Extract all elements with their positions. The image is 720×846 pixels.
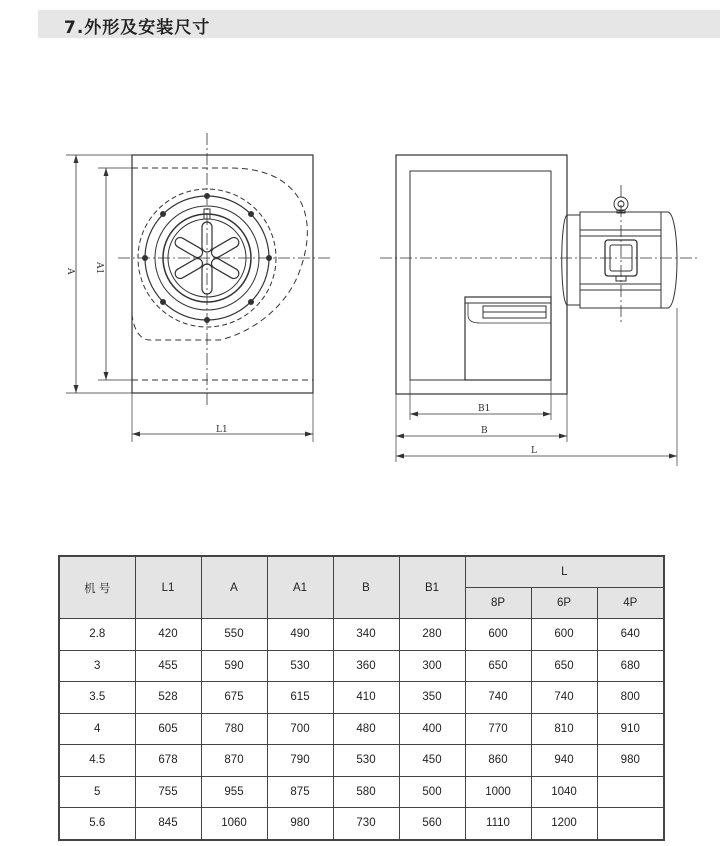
- table-cell: 1060: [201, 808, 267, 840]
- table-cell: 675: [201, 682, 267, 714]
- table-cell: 605: [135, 713, 201, 745]
- table-cell: 740: [531, 682, 597, 714]
- table-row: [59, 619, 664, 651]
- table-cell: 678: [135, 745, 201, 777]
- header-model: 机 号: [59, 556, 135, 619]
- header-8p: 8P: [465, 588, 531, 619]
- table-cell: 5: [59, 776, 135, 808]
- table-cell: 4: [59, 713, 135, 745]
- dim-label-a1: A1: [94, 262, 104, 275]
- table-cell: 590: [201, 650, 267, 682]
- table-cell: 455: [135, 650, 201, 682]
- table-cell: [597, 808, 664, 840]
- table-row: [59, 682, 664, 714]
- table-cell: 580: [333, 776, 399, 808]
- table-cell: 680: [597, 650, 664, 682]
- header-l1: L1: [135, 556, 201, 619]
- table-cell: 1200: [531, 808, 597, 840]
- table-row: [59, 776, 664, 808]
- table-cell: 740: [465, 682, 531, 714]
- side-view-outlet: [465, 297, 551, 380]
- table-cell: 4.5: [59, 745, 135, 777]
- table-cell: 980: [597, 745, 664, 777]
- section-title: 7.外形及安装尺寸: [64, 18, 211, 38]
- table-cell: 755: [135, 776, 201, 808]
- table-cell: 560: [399, 808, 465, 840]
- table-cell: 615: [267, 682, 333, 714]
- table-cell: 845: [135, 808, 201, 840]
- table-cell: 480: [333, 713, 399, 745]
- table-cell: 980: [267, 808, 333, 840]
- table-cell: 300: [399, 650, 465, 682]
- header-b: B: [333, 556, 399, 619]
- table-cell: 1000: [465, 776, 531, 808]
- table-row: [59, 745, 664, 777]
- dim-label-a: A: [65, 268, 75, 275]
- table-cell: 410: [333, 682, 399, 714]
- table-cell: 400: [399, 713, 465, 745]
- table-cell: 790: [267, 745, 333, 777]
- table-cell: 350: [399, 682, 465, 714]
- header-b1: B1: [399, 556, 465, 619]
- table-cell: 875: [267, 776, 333, 808]
- table-cell: 530: [333, 745, 399, 777]
- table-cell: 910: [597, 713, 664, 745]
- side-view-inner-frame: [410, 171, 551, 380]
- table-cell: 420: [135, 619, 201, 651]
- table-cell: 490: [267, 619, 333, 651]
- table-cell: 810: [531, 713, 597, 745]
- table-cell: 800: [597, 682, 664, 714]
- table-cell: 940: [531, 745, 597, 777]
- dimension-table: [58, 555, 665, 841]
- table-cell: 340: [333, 619, 399, 651]
- table-cell: 500: [399, 776, 465, 808]
- table-cell: 770: [465, 713, 531, 745]
- header-a: A: [201, 556, 267, 619]
- side-view-motor: [562, 197, 677, 308]
- table-cell: 280: [399, 619, 465, 651]
- header-4p: 4P: [597, 588, 664, 619]
- header-6p: 6P: [531, 588, 597, 619]
- table-cell: 860: [465, 745, 531, 777]
- table-cell: 3.5: [59, 682, 135, 714]
- table-cell: 870: [201, 745, 267, 777]
- table-cell: 3: [59, 650, 135, 682]
- table-cell: 2.8: [59, 619, 135, 651]
- table-cell: 700: [267, 713, 333, 745]
- table-cell: 1040: [531, 776, 597, 808]
- table-cell: 5.6: [59, 808, 135, 840]
- dim-label-l: L: [531, 446, 537, 456]
- table-cell: 450: [399, 745, 465, 777]
- table-cell: [597, 776, 664, 808]
- table-cell: 1110: [465, 808, 531, 840]
- table-row: [59, 650, 664, 682]
- table-row: [59, 808, 664, 840]
- table-cell: 600: [531, 619, 597, 651]
- side-view-casing: [396, 155, 567, 394]
- front-view-scroll-outline: [132, 168, 307, 340]
- table-cell: 600: [465, 619, 531, 651]
- table-cell: 730: [333, 808, 399, 840]
- table-cell: 528: [135, 682, 201, 714]
- dim-label-l1: L1: [216, 425, 228, 435]
- dim-label-b1: B1: [478, 404, 491, 414]
- header-a1: A1: [267, 556, 333, 619]
- table-cell: 955: [201, 776, 267, 808]
- table-cell: 550: [201, 619, 267, 651]
- dim-label-b: B: [481, 426, 488, 436]
- table-cell: 650: [465, 650, 531, 682]
- table-cell: 780: [201, 713, 267, 745]
- table-cell: 360: [333, 650, 399, 682]
- table-cell: 640: [597, 619, 664, 651]
- header-l: L: [465, 556, 664, 588]
- table-row: [59, 713, 664, 745]
- table-cell: 650: [531, 650, 597, 682]
- table-cell: 530: [267, 650, 333, 682]
